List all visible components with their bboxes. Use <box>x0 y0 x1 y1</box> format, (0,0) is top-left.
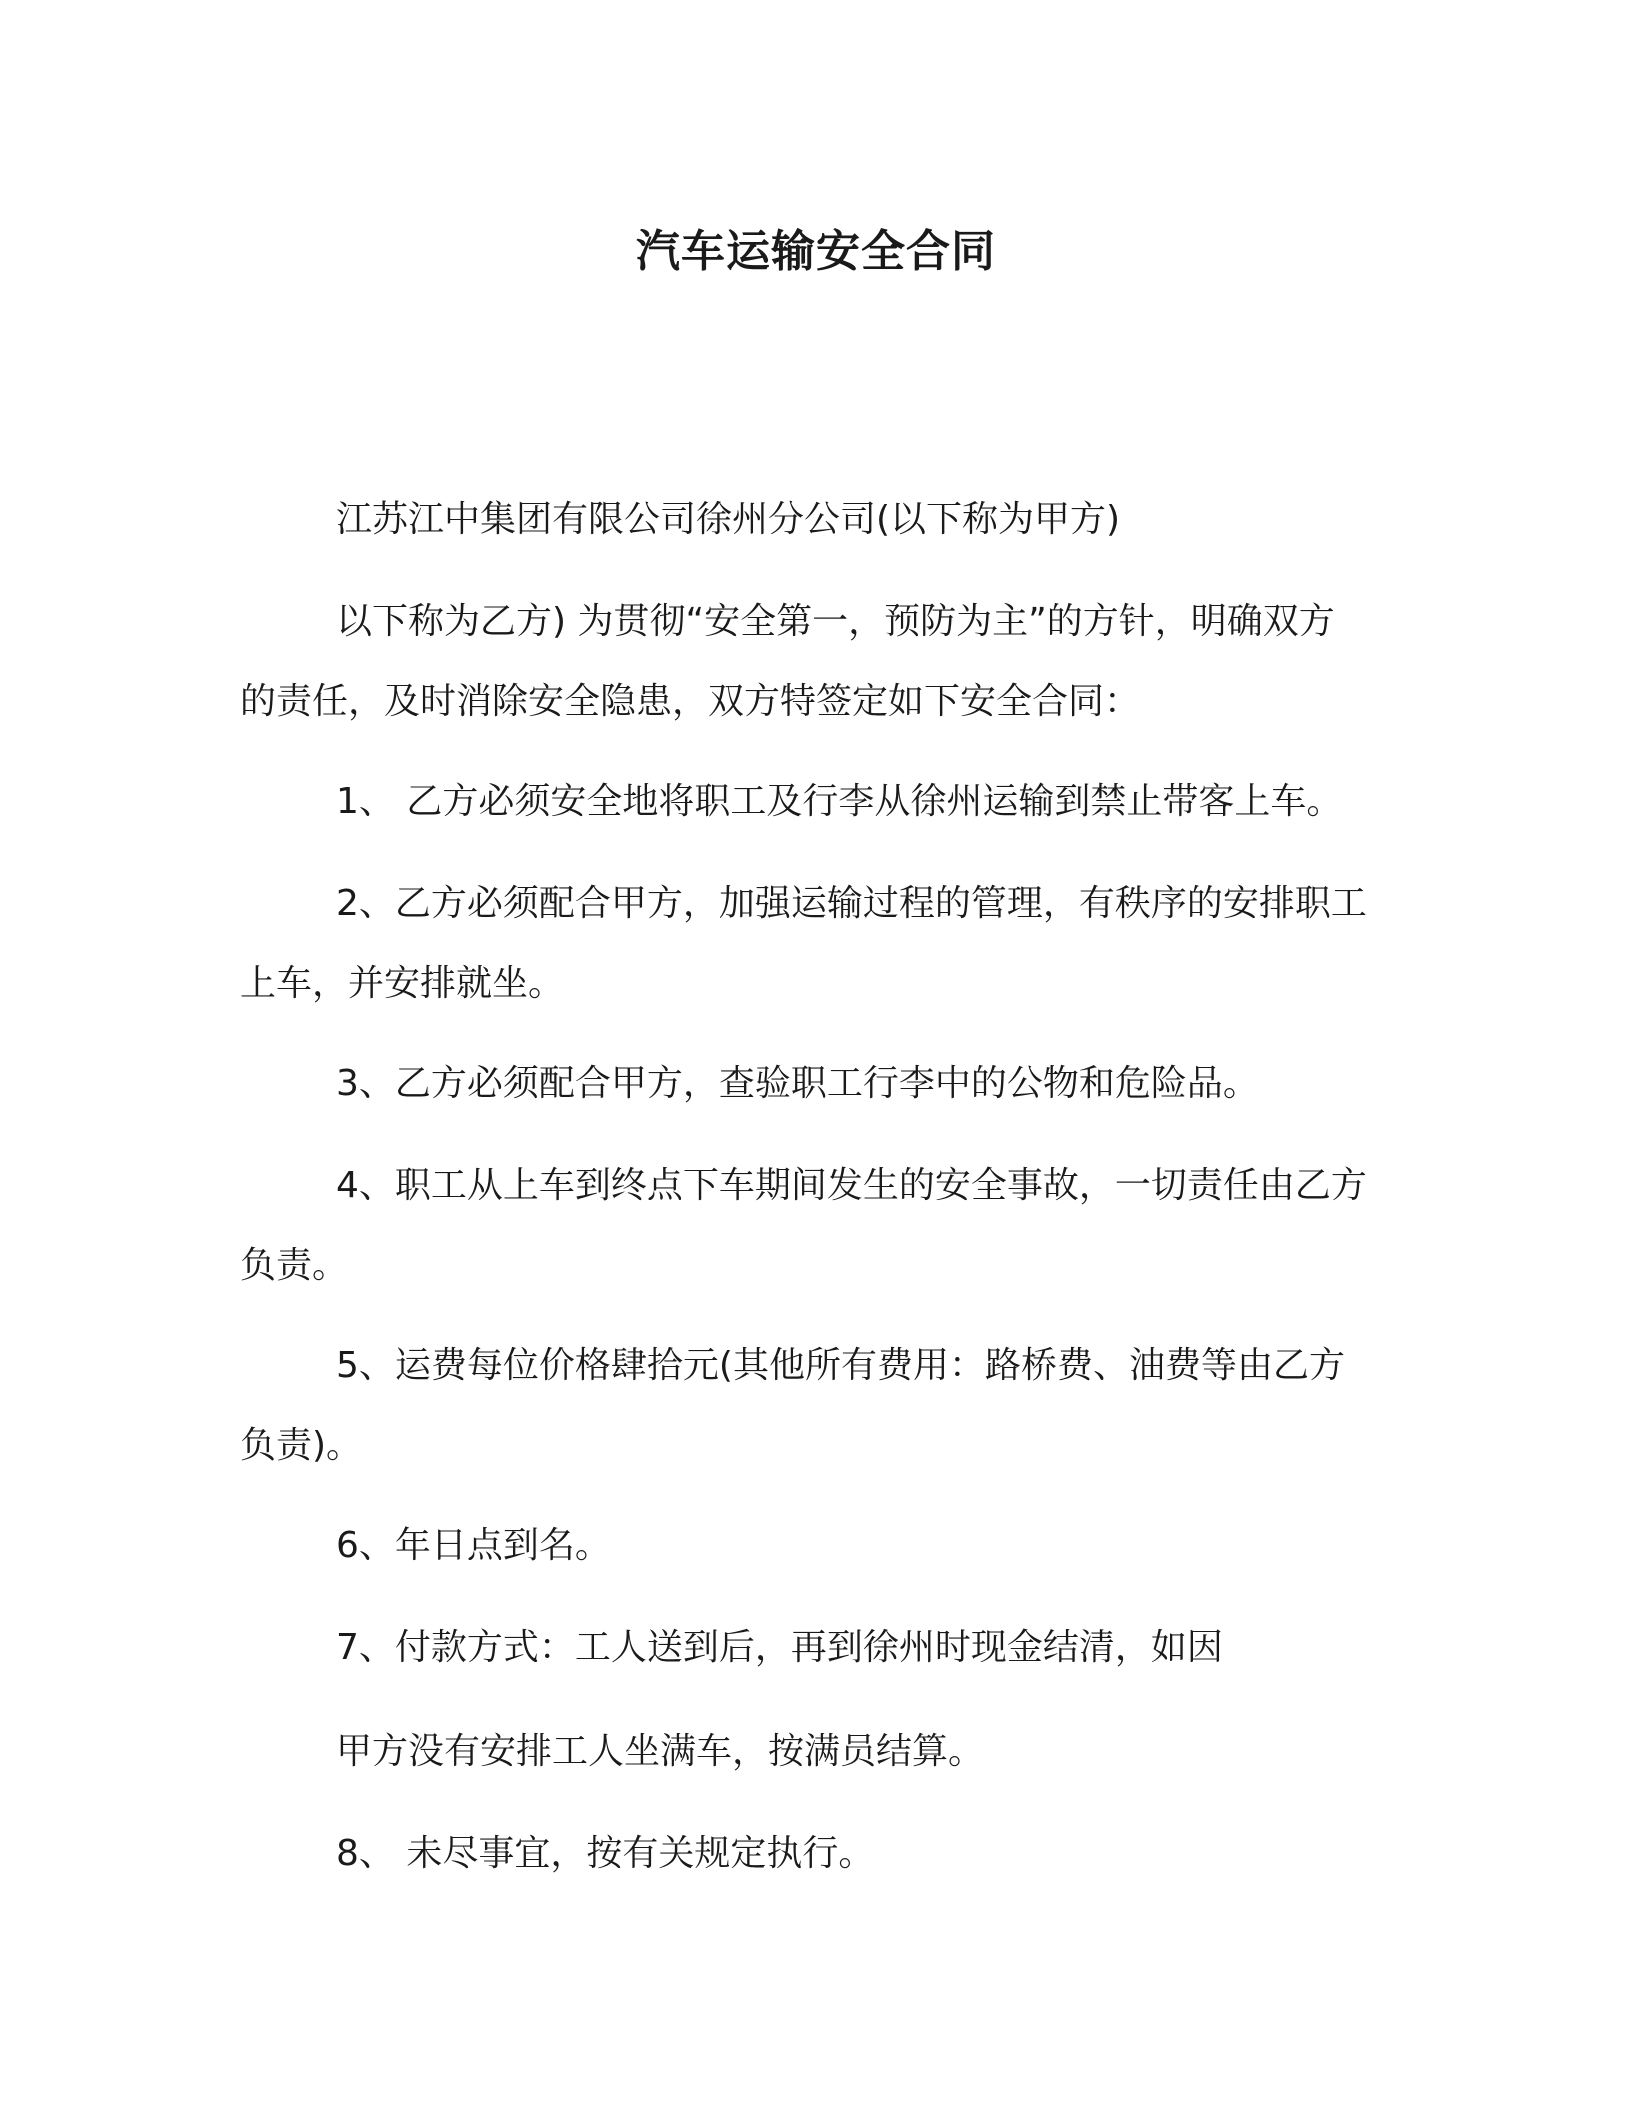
clause-8: 8、 未尽事宜，按有关规定执行。 <box>336 1833 875 1874</box>
clause-7: 7、付款方式：工人送到后，再到徐州时现金结清，如因 <box>336 1627 1223 1668</box>
clause-7-continuation: 甲方没有安排工人坐满车，按满员结算。 <box>336 1731 985 1772</box>
clause-2: 2、乙方必须配合甲方，加强运输过程的管理，有秩序的安排职工上车，并安排就坐。 <box>240 883 1367 1004</box>
clause-3: 3、乙方必须配合甲方，查验职工行李中的公物和危险品。 <box>336 1063 1259 1104</box>
clause-4: 4、职工从上车到终点下车期间发生的安全事故，一切责任由乙方负责。 <box>240 1165 1367 1286</box>
clause-6: 6、年日点到名。 <box>336 1525 611 1566</box>
clause-5: 5、运费每位价格肆拾元(其他所有费用：路桥费、油费等由乙方负责)。 <box>240 1345 1345 1466</box>
document-title: 汽车运输安全合同 <box>636 226 996 277</box>
paragraph-party-a: 江苏江中集团有限公司徐州分公司(以下称为甲方) <box>336 499 1121 540</box>
paragraph-party-b-intro: 以下称为乙方) 为贯彻“安全第一，预防为主”的方针，明确双方的责任，及时消除安全隐患，双方特签定如下安全合同： <box>240 601 1335 722</box>
clause-1: 1、 乙方必须安全地将职工及行李从徐州运输到禁止带客上车。 <box>336 781 1343 822</box>
